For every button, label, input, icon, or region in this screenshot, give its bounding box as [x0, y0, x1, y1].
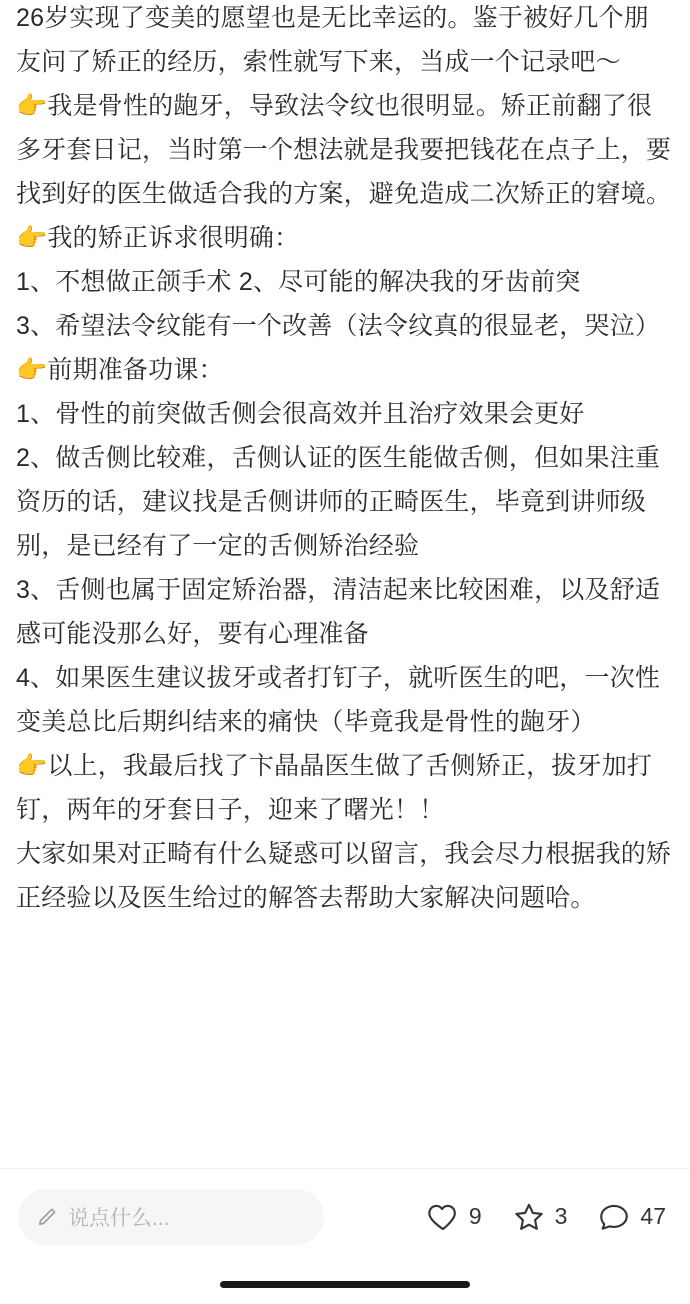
post-paragraph: 4、如果医生建议拔牙或者打钉子，就听医生的吧，一次性变美总比后期纠结来的痛快（毕竟我是骨性的龅牙）	[16, 664, 661, 736]
collect-count: 3	[554, 1203, 568, 1229]
post-paragraph: 1、骨性的前突做舌侧会很高效并且治疗效果会更好	[16, 400, 585, 428]
post-paragraph: 3、希望法令纹能有一个改善（法令纹真的很显老，哭泣）	[16, 312, 661, 340]
home-indicator[interactable]	[220, 1281, 470, 1288]
comment-button[interactable]	[597, 1200, 666, 1234]
comment-input-placeholder: 说点什么...	[68, 1206, 170, 1230]
post-paragraph: 👉我的矫正诉求很明确：	[16, 224, 300, 252]
bottom-action-bar	[0, 1168, 690, 1264]
pencil-icon	[36, 1206, 58, 1228]
collect-button[interactable]	[512, 1200, 568, 1234]
post-paragraph: 2、做舌侧比较难，舌侧认证的医生能做舌侧，但如果注重资历的话，建议找是舌侧讲师的正畸医生，毕竟到讲师级别，是已经有了一定的舌侧矫治经验	[16, 444, 661, 560]
comment-input[interactable]	[18, 1189, 324, 1245]
post-paragraph: 👉我是骨性的龅牙，导致法令纹也很明显。矫正前翻了很多牙套日记，当时第一个想法就是我要把钱花在点子上，要找到好的医生做适合我的方案，避免造成二次矫正的窘境。	[16, 92, 672, 208]
action-buttons	[324, 1200, 672, 1234]
like-count: 9	[468, 1203, 482, 1229]
comment-count: 47	[640, 1203, 666, 1229]
like-button[interactable]	[426, 1200, 482, 1234]
post-paragraph: 26岁实现了变美的愿望也是无比幸运的。鉴于被好几个朋友问了矫正的经历，索性就写下来，当成一个记录吧～	[16, 4, 650, 76]
post-paragraph: 👉以上，我最后找了卞晶晶医生做了舌侧矫正，拔牙加打钉，两年的牙套日子，迎来了曙光！！	[16, 752, 653, 824]
star-icon	[512, 1200, 546, 1234]
heart-icon	[426, 1200, 460, 1234]
post-paragraph: 1、不想做正颌手术 2、尽可能的解决我的牙齿前突	[16, 268, 581, 296]
comment-icon	[597, 1200, 631, 1234]
post-paragraph: 👉前期准备功课：	[16, 356, 224, 384]
home-indicator-area	[0, 1264, 690, 1304]
post-paragraph: 大家如果对正畸有什么疑惑可以留言，我会尽力根据我的矫正经验以及医生给过的解答去帮助大家解决问题哈。	[16, 840, 672, 912]
post-paragraph: 3、舌侧也属于固定矫治器，清洁起来比较困难，以及舒适感可能没那么好，要有心理准备	[16, 576, 661, 648]
